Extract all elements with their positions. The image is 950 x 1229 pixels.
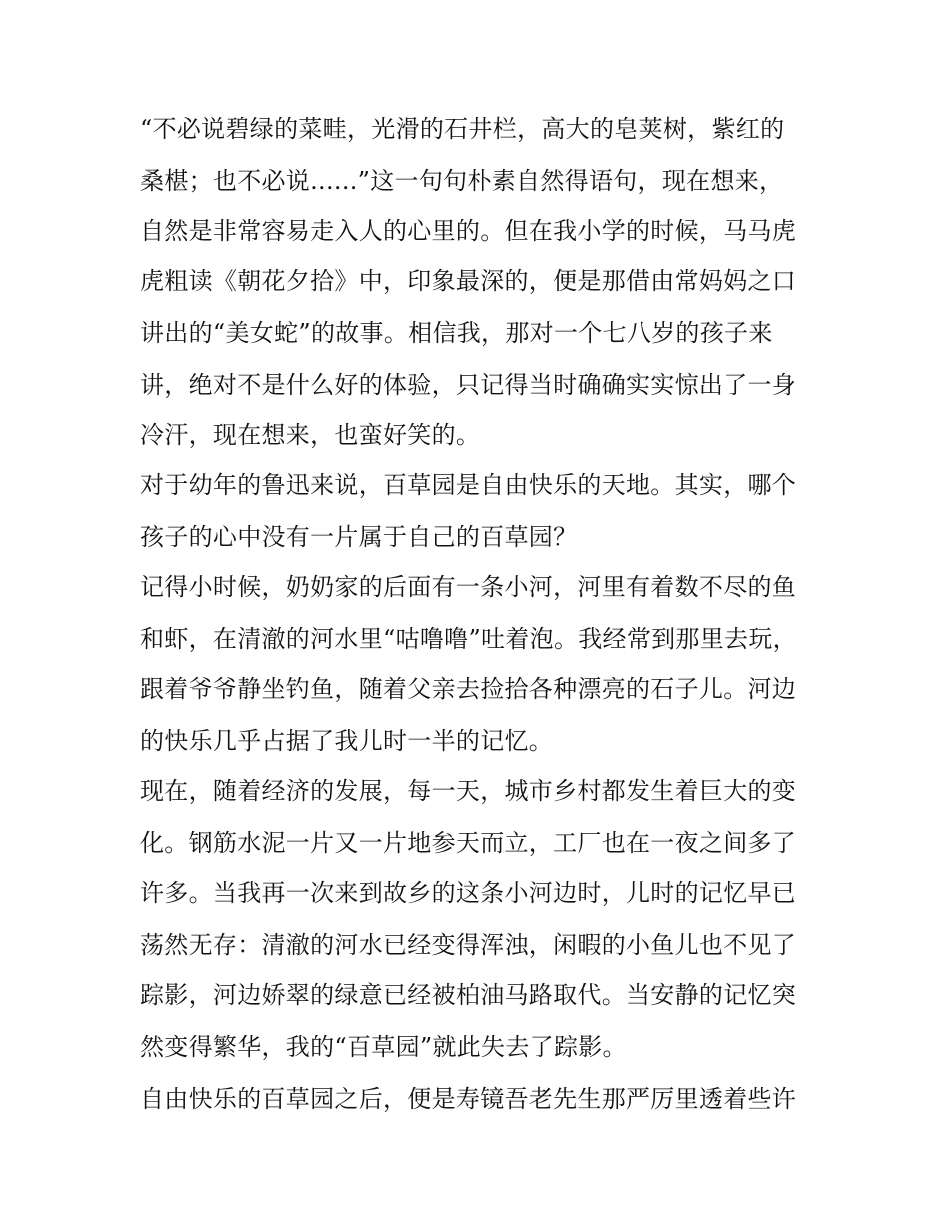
text-line: 自由快乐的百草园之后，便是寿镜吾老先生那严厉里透着些许 [140,1085,797,1113]
text-line: 然变得繁华，我的“百草园”就此失去了踪影。 [140,1033,627,1061]
text-line: 讲出的“美女蛇”的故事。相信我，那对一个七八岁的孩子来 [140,319,773,347]
text-line: 荡然无存：清澈的河水已经变得浑浊，闲暇的小鱼儿也不见了 [140,931,797,959]
text-line: 的快乐几乎占据了我儿时一半的记忆。 [140,727,554,755]
text-line: 自然是非常容易走入人的心里的。但在我小学的时候，马马虎 [140,217,797,245]
text-line: 冷汗，现在想来，也蛮好笑的。 [140,421,481,449]
text-line: 化。钢筋水泥一片又一片地参天而立，工厂也在一夜之间多了 [140,829,797,857]
text-line: 现在，随着经济的发展，每一天，城市乡村都发生着巨大的变 [140,777,797,805]
text-line: 和虾，在清澈的河水里“咕噜噜”吐着泡。我经常到那里去玩， [140,625,797,653]
text-line: 记得小时候，奶奶家的后面有一条小河，河里有着数不尽的鱼 [140,573,797,601]
text-line: 孩子的心中没有一片属于自己的百草园？ [140,523,578,551]
text-line: 桑椹；也不必说......”这一句句朴素自然得语句，现在想来， [140,167,784,195]
text-line: 许多。当我再一次来到故乡的这条小河边时，儿时的记忆早已 [140,879,797,907]
text-line: 虎粗读《朝花夕拾》中，印象最深的，便是那借由常妈妈之口 [140,267,797,295]
text-line: “不必说碧绿的菜畦，光滑的石井栏，高大的皂荚树，紫红的 [140,115,785,143]
text-line: 踪影，河边娇翠的绿意已经被柏油马路取代。当安静的记忆突 [140,981,797,1009]
text-line: 对于幼年的鲁迅来说，百草园是自由快乐的天地。其实，哪个 [140,471,797,499]
text-line: 跟着爷爷静坐钓鱼，随着父亲去捡拾各种漂亮的石子儿。河边 [140,675,797,703]
text-line: 讲，绝对不是什么好的体验，只记得当时确确实实惊出了一身 [140,371,797,399]
